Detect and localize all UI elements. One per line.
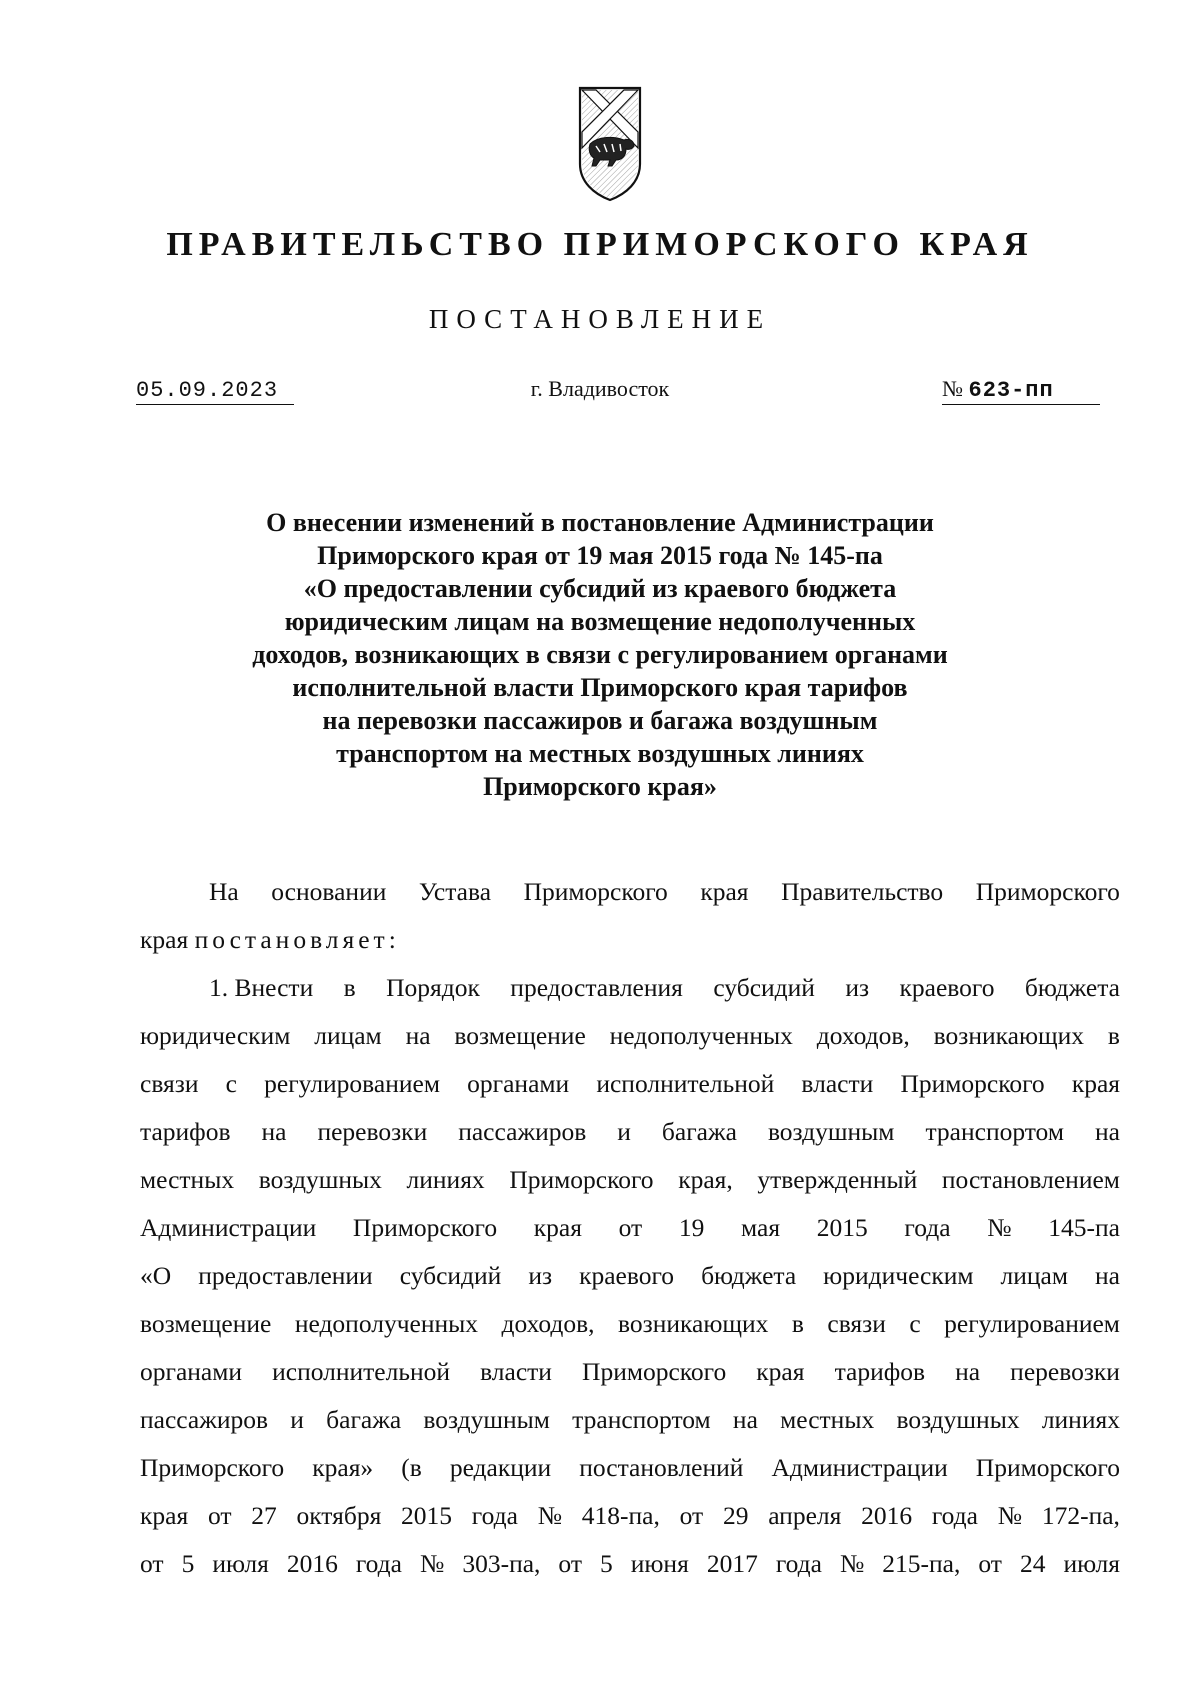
- body-word: от: [558, 1549, 582, 1578]
- body-line: [140, 916, 1120, 964]
- body-word: Приморского: [975, 877, 1120, 906]
- body-word: и: [290, 1405, 304, 1434]
- body-word: 24: [1019, 1549, 1046, 1578]
- body-word: от: [207, 1501, 232, 1530]
- body-word: 5: [599, 1549, 613, 1578]
- document-number: [942, 376, 1100, 405]
- body-word: возникающих: [618, 1309, 769, 1338]
- body-word: Порядок: [386, 973, 480, 1002]
- body-word: края: [756, 1357, 805, 1386]
- body-word: на: [1095, 1261, 1120, 1290]
- body-word: На: [209, 877, 239, 906]
- body-word: июля: [212, 1549, 269, 1578]
- body-line: [140, 964, 1120, 1012]
- body-word-spaced: постановляет:: [194, 925, 400, 954]
- body-word: постановлений: [579, 1453, 744, 1482]
- body-word: №: [419, 1549, 445, 1578]
- body-word: года: [931, 1501, 978, 1530]
- body-line: [140, 1204, 1120, 1252]
- body-word: тарифов: [140, 1117, 231, 1146]
- body-word: 418-па,: [581, 1501, 660, 1530]
- body-word: бюджета: [701, 1261, 797, 1290]
- number-value: 623-пп: [968, 378, 1054, 403]
- body-word: линиях: [406, 1165, 485, 1194]
- body-word: (в: [401, 1453, 422, 1482]
- body-word: пассажиров: [458, 1117, 587, 1146]
- body-word: №: [997, 1501, 1023, 1530]
- body-word: предоставления: [510, 973, 683, 1002]
- body-word: утвержденный: [757, 1165, 918, 1194]
- heading-line: исполнительной власти Приморского края тарифов: [292, 673, 908, 702]
- body-word: багажа: [661, 1117, 737, 1146]
- body-word: перевозки: [1010, 1357, 1120, 1386]
- body-word: №: [987, 1213, 1012, 1242]
- body-word: власти: [801, 1069, 874, 1098]
- heading-line: юридическим лицам на возмещение недополученных: [284, 607, 916, 636]
- body-word: из: [528, 1261, 553, 1290]
- body-word: тарифов: [834, 1357, 926, 1386]
- document-type: ПОСТАНОВЛЕНИЕ: [428, 304, 772, 334]
- body-line: [140, 1348, 1120, 1396]
- body-word: связи: [140, 1069, 199, 1098]
- body-word: октября: [296, 1501, 382, 1530]
- body-word: края: [533, 1213, 582, 1242]
- body-word: года: [471, 1501, 518, 1530]
- body-word: местных: [780, 1405, 875, 1434]
- body-word: 1. Внести: [209, 973, 314, 1002]
- body-word: 2015: [401, 1501, 453, 1530]
- document-date: 05.09.2023: [136, 378, 294, 405]
- body-word: Приморского: [140, 1453, 285, 1482]
- body-word: недополученных: [294, 1309, 479, 1338]
- heading-line: на перевозки пассажиров и багажа воздушным: [322, 706, 878, 735]
- body-word: от: [618, 1213, 643, 1242]
- body-line: [140, 868, 1120, 916]
- body-word: края»: [312, 1453, 374, 1482]
- body-word: 29: [722, 1501, 749, 1530]
- body-word: предоставлении: [198, 1261, 373, 1290]
- body-word: Правительство: [781, 877, 944, 906]
- body-word: 215-па,: [882, 1549, 961, 1578]
- body-word: края: [140, 925, 189, 954]
- body-word: местных: [140, 1165, 235, 1194]
- body-word: багажа: [326, 1405, 402, 1434]
- body-line: [140, 1444, 1120, 1492]
- body-word: 19: [678, 1213, 705, 1242]
- heading-line: «О предоставлении субсидий из краевого бюджета: [303, 574, 897, 603]
- body-word: субсидий: [713, 973, 815, 1002]
- coat-of-arms-emblem: [576, 86, 644, 202]
- body-line: [140, 1012, 1120, 1060]
- body-word: края,: [678, 1165, 733, 1194]
- body-word: доходов,: [501, 1309, 595, 1338]
- body-word: транспортом: [925, 1117, 1064, 1146]
- body-word: исполнительной: [272, 1357, 451, 1386]
- heading-line: доходов, возникающих в связи с регулированием органами: [252, 640, 948, 669]
- body-word: транспортом: [572, 1405, 711, 1434]
- body-line: [140, 1492, 1120, 1540]
- body-word: связи: [827, 1309, 886, 1338]
- body-word: юридическим: [140, 1021, 291, 1050]
- document-heading: [160, 506, 1040, 803]
- body-word: года: [904, 1213, 951, 1242]
- body-line: [140, 1060, 1120, 1108]
- body-word: лицам: [1000, 1261, 1069, 1290]
- body-word: субсидий: [399, 1261, 502, 1290]
- body-word: на: [1094, 1117, 1120, 1146]
- body-word: с: [909, 1309, 921, 1338]
- document-city: г. Владивосток: [530, 376, 670, 401]
- body-word: из: [845, 973, 870, 1002]
- body-word: июня: [630, 1549, 689, 1578]
- government-title: ПРАВИТЕЛЬСТВО ПРИМОРСКОГО КРАЯ: [166, 226, 1034, 263]
- body-word: бюджета: [1024, 973, 1120, 1002]
- body-word: основании: [271, 877, 387, 906]
- body-word: 27: [251, 1501, 277, 1530]
- body-word: края: [700, 877, 749, 906]
- body-word: от: [679, 1501, 704, 1530]
- body-word: воздушных: [258, 1165, 382, 1194]
- body-word: Приморского: [523, 877, 668, 906]
- body-word: недополученных: [609, 1021, 793, 1050]
- body-word: редакции: [449, 1453, 552, 1482]
- body-word: воздушным: [767, 1117, 895, 1146]
- body-line: [140, 1540, 1120, 1588]
- body-word: доходов,: [816, 1021, 910, 1050]
- document-body: [140, 868, 1120, 1588]
- body-word: власти: [480, 1357, 552, 1386]
- body-word: в: [1107, 1021, 1120, 1050]
- body-word: года: [775, 1549, 822, 1578]
- body-word: 2017: [706, 1549, 758, 1578]
- body-word: Приморского: [509, 1165, 654, 1194]
- body-word: возмещение: [454, 1021, 586, 1050]
- body-word: Администрации: [771, 1453, 948, 1482]
- body-word: линиях: [1041, 1405, 1120, 1434]
- number-sign: №: [942, 376, 963, 401]
- body-word: края: [140, 1501, 189, 1530]
- body-word: края: [1071, 1069, 1120, 1098]
- body-word: юридическим: [823, 1261, 974, 1290]
- body-word: органами: [467, 1069, 570, 1098]
- body-line: [140, 1252, 1120, 1300]
- body-word: от: [140, 1549, 164, 1578]
- body-word: Приморского: [582, 1357, 727, 1386]
- body-word: на: [261, 1117, 287, 1146]
- body-word: регулированием: [944, 1309, 1120, 1338]
- body-word: мая: [741, 1213, 781, 1242]
- body-word: 145-па: [1048, 1213, 1120, 1242]
- body-word: года: [355, 1549, 402, 1578]
- body-word: 303-па,: [462, 1549, 541, 1578]
- body-line: [140, 1300, 1120, 1348]
- body-word: краевого: [579, 1261, 675, 1290]
- body-word: 2016: [286, 1549, 338, 1578]
- body-word: Приморского: [352, 1213, 498, 1242]
- body-word: 5: [181, 1549, 195, 1578]
- body-word: 2015: [816, 1213, 868, 1242]
- body-word: на: [405, 1021, 431, 1050]
- body-word: от: [978, 1549, 1002, 1578]
- body-word: июля: [1063, 1549, 1120, 1578]
- body-line: [140, 1108, 1120, 1156]
- body-word: и: [617, 1117, 631, 1146]
- body-line: [140, 1156, 1120, 1204]
- body-word: на: [955, 1357, 981, 1386]
- body-word: апреля: [768, 1501, 842, 1530]
- body-word: лицам: [314, 1021, 382, 1050]
- body-line: [140, 1396, 1120, 1444]
- body-word: Устава: [418, 877, 492, 906]
- body-word: краевого: [899, 973, 995, 1002]
- body-word: в: [343, 973, 356, 1002]
- heading-line: О внесении изменений в постановление Администрации: [266, 508, 934, 537]
- body-word: перевозки: [317, 1117, 428, 1146]
- body-word: воздушным: [423, 1405, 550, 1434]
- body-word: регулированием: [264, 1069, 440, 1098]
- body-word: на: [732, 1405, 758, 1434]
- heading-line: транспортом на местных воздушных линиях: [336, 739, 864, 768]
- heading-line: Приморского края от 19 мая 2015 года № 145-па: [317, 541, 883, 570]
- body-word: возникающих: [933, 1021, 1085, 1050]
- body-word: органами: [140, 1357, 243, 1386]
- body-word: постановлением: [941, 1165, 1120, 1194]
- body-word: Приморского: [900, 1069, 1045, 1098]
- body-word: воздушных: [896, 1405, 1020, 1434]
- body-word: №: [839, 1549, 865, 1578]
- body-word: Администрации: [140, 1213, 317, 1242]
- body-word: 172-па,: [1041, 1501, 1120, 1530]
- body-word: пассажиров: [140, 1405, 269, 1434]
- body-word: возмещение: [140, 1309, 272, 1338]
- body-word: «О: [140, 1261, 172, 1290]
- heading-line: Приморского края»: [483, 772, 717, 801]
- body-word: с: [225, 1069, 237, 1098]
- body-word: №: [537, 1501, 563, 1530]
- body-word: Приморского: [975, 1453, 1120, 1482]
- body-word: 2016: [861, 1501, 913, 1530]
- body-word: в: [791, 1309, 804, 1338]
- body-word: исполнительной: [596, 1069, 775, 1098]
